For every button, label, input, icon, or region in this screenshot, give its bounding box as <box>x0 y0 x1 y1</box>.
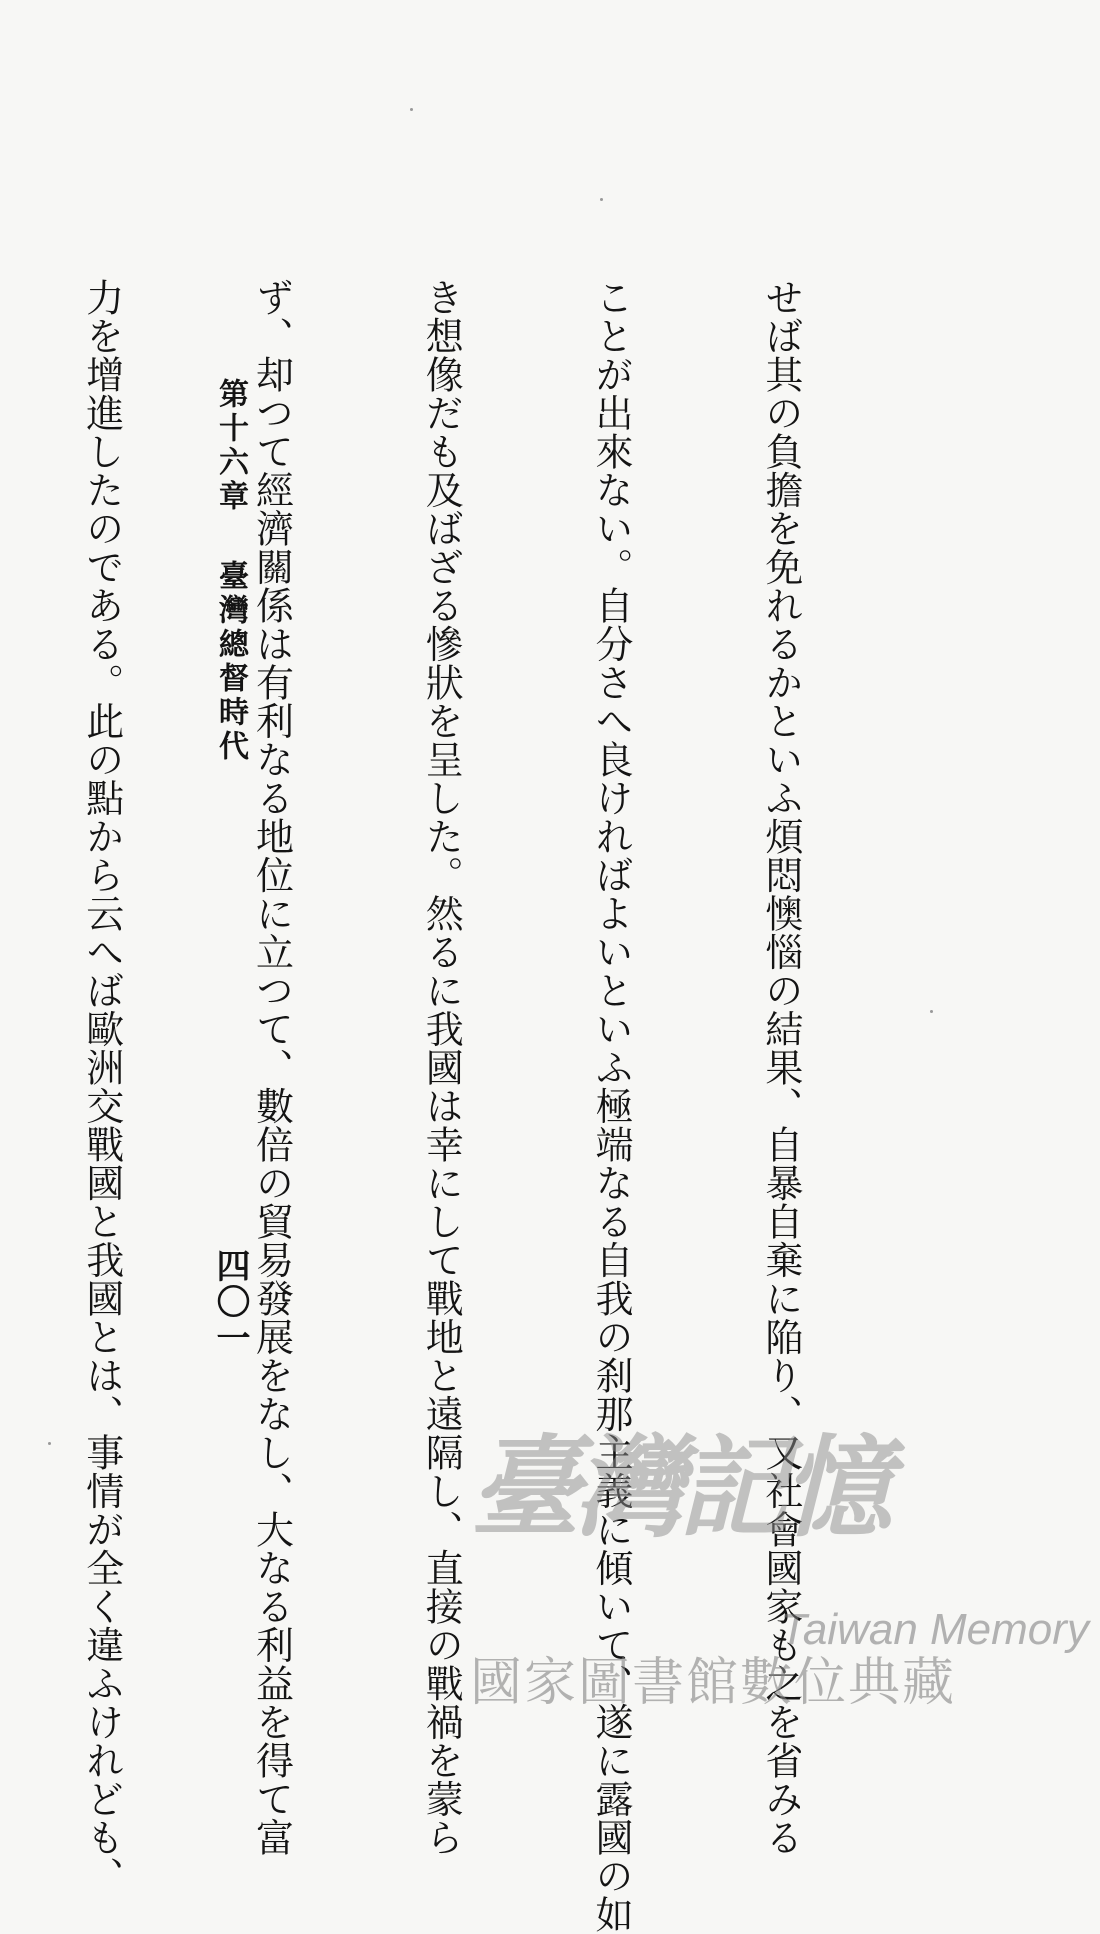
text-line: ず、却つて經濟關係は有利なる地位に立つて、數倍の貿易發展をなし、大なる利益を得て富 <box>249 278 294 1857</box>
paper-speck <box>410 108 413 111</box>
page-number: 四〇一 <box>210 1248 250 1356</box>
paper-speck <box>600 198 603 201</box>
text-line: ことが出來ない。自分さへ良ければよいといふ極端なる自我の刹那主義に傾いて、遂に露國の如 <box>589 278 634 1934</box>
chapter-label: 第十六章 <box>213 378 248 514</box>
paper-speck <box>48 1442 51 1445</box>
watermark-latin: Taiwan Memory <box>780 1605 1089 1654</box>
chapter-title: 臺灣總督時代 <box>213 560 248 764</box>
watermark-subtitle: 國家圖書館數位典藏 <box>470 1653 957 1713</box>
text-line: せば其の負擔を免れるかといふ煩悶懊惱の結果、自暴自棄に陥り、又社會國家も之を省みる <box>758 278 803 1857</box>
watermark-script: 臺灣記憶 <box>470 1423 886 1552</box>
text-line: き想像だも及ばざる慘狀を呈した。然るに我國は幸にして戰地と遠隔し、直接の戰禍を蒙ら <box>419 278 464 1857</box>
running-head <box>208 378 252 764</box>
text-line: 力を增進したのである。此の點から云へば歐洲交戰國と我國とは、事情が全く違ふけれども、 <box>79 278 124 1895</box>
paper-speck <box>930 1010 933 1013</box>
